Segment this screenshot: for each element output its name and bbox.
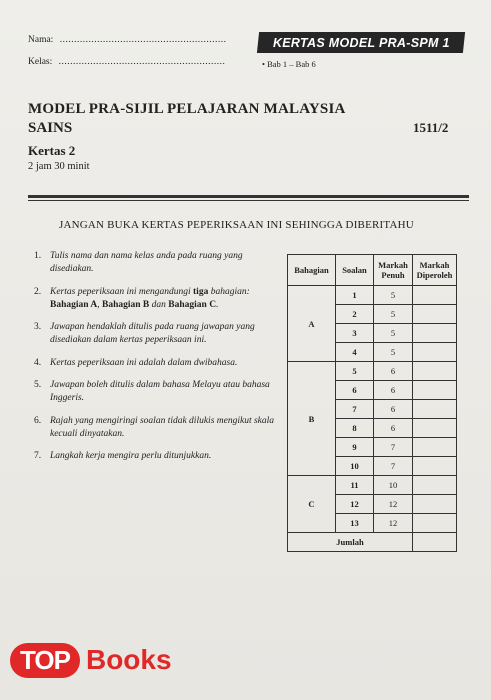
marks-obtained-cell[interactable] xyxy=(413,400,457,419)
section-b-cell: B xyxy=(288,362,336,476)
total-label: Jumlah xyxy=(288,533,413,552)
instruction-item: 4. Kertas peperiksaan ini adalah dalam dwibahasa. xyxy=(34,357,238,368)
name-line: .......................................................... xyxy=(59,35,227,45)
exam-subject: SAINS xyxy=(28,120,73,136)
divider-thick xyxy=(28,195,469,198)
chapter-range: • Bab 1 – Bab 6 xyxy=(262,59,316,69)
marks-obtained-cell[interactable] xyxy=(413,514,457,533)
exam-duration: 2 jam 30 minit xyxy=(28,161,90,172)
col-header-section: Bahagian xyxy=(288,255,336,286)
paper-number: Kertas 2 xyxy=(28,143,76,158)
table-row: A 1 5 xyxy=(288,286,457,305)
warning-notice: JANGAN BUKA KERTAS PEPERIKSAAN INI SEHINGGA DIBERITAHU xyxy=(59,219,414,231)
table-row: 7 6 xyxy=(288,400,457,419)
logo-books: Books xyxy=(85,644,172,675)
marks-obtained-cell[interactable] xyxy=(413,419,457,438)
marks-obtained-cell[interactable] xyxy=(413,343,457,362)
marks-table xyxy=(287,254,457,552)
name-label: Nama: xyxy=(28,35,54,45)
section-c-cell: C xyxy=(288,476,336,533)
table-row: 3 5 xyxy=(288,324,457,343)
series-banner: KERTAS MODEL PRA-SPM 1 xyxy=(257,32,465,53)
marks-obtained-cell[interactable] xyxy=(413,476,457,495)
divider-thin xyxy=(28,200,469,201)
table-row: 8 6 xyxy=(288,419,457,438)
name-field xyxy=(28,35,226,45)
instruction-item: 7. Langkah kerja mengira perlu ditunjukkan. xyxy=(34,451,212,461)
marks-obtained-cell[interactable] xyxy=(413,362,457,381)
marks-obtained-cell[interactable] xyxy=(413,305,457,324)
table-header-row xyxy=(288,255,457,286)
marks-obtained-cell[interactable] xyxy=(413,381,457,400)
col-header-question: Soalan xyxy=(336,255,374,286)
marks-obtained-cell[interactable] xyxy=(413,438,457,457)
table-row: 13 12 xyxy=(288,514,457,533)
instruction-item: 5. Jawapan boleh ditulis dalam bahasa Melayu atau bahasa Inggeris. xyxy=(34,380,270,403)
marks-obtained-cell[interactable] xyxy=(413,495,457,514)
table-row: 9 7 xyxy=(288,438,457,457)
class-line: .......................................................... xyxy=(58,57,226,67)
col-header-marks-obtained: Markah Diperoleh xyxy=(413,255,457,286)
instructions-list xyxy=(30,250,280,473)
total-row xyxy=(288,533,457,552)
table-row: C 11 10 xyxy=(288,476,457,495)
class-field xyxy=(28,57,225,67)
marks-obtained-cell[interactable] xyxy=(413,286,457,305)
table-row: 12 12 xyxy=(288,495,457,514)
col-header-full-marks: Markah Penuh xyxy=(374,255,413,286)
instruction-item: 3. Jawapan hendaklah ditulis pada ruang jawapan yang disediakan dalam kertas peperiksaan ini. xyxy=(34,322,255,345)
table-row: 2 5 xyxy=(288,305,457,324)
section-a-cell: A xyxy=(288,286,336,362)
instruction-item: 2. Kertas peperiksaan ini mengandungi tiga bahagian: Bahagian A, Bahagian B dan Bahagian C. xyxy=(34,286,250,310)
marks-obtained-cell[interactable] xyxy=(413,324,457,343)
class-label: Kelas: xyxy=(28,57,53,67)
instruction-item: 6. Rajah yang mengiringi soalan tidak dilukis mengikut skala kecuali dinyatakan. xyxy=(34,415,275,439)
table-row: 4 5 xyxy=(288,343,457,362)
topbooks-logo xyxy=(10,640,172,680)
table-row: 6 6 xyxy=(288,381,457,400)
logo-top: TOP xyxy=(10,643,80,678)
marks-obtained-cell[interactable] xyxy=(413,457,457,476)
exam-title: MODEL PRA-SIJIL PELAJARAN MALAYSIA xyxy=(28,101,346,117)
total-marks-cell[interactable] xyxy=(413,533,457,552)
instruction-item: 1. Tulis nama dan nama kelas anda pada ruang yang disediakan. xyxy=(34,251,243,274)
table-row: B 5 6 xyxy=(288,362,457,381)
table-row: 10 7 xyxy=(288,457,457,476)
paper-code: 1511/2 xyxy=(413,120,449,135)
